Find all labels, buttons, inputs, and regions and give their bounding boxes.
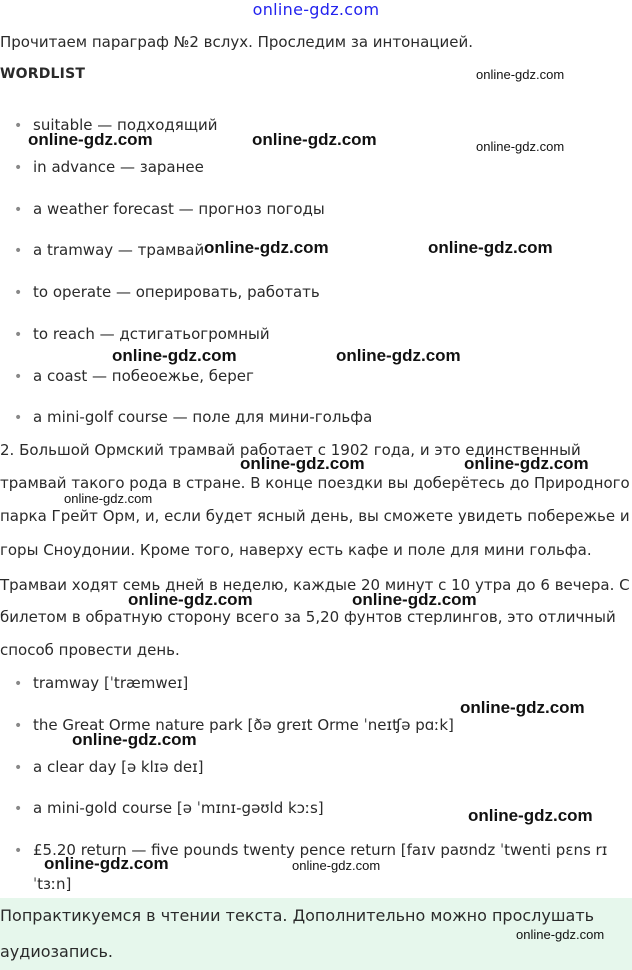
bullet-icon: • bbox=[14, 760, 23, 776]
paragraph-line: билетом в обратную сторону всего за 5,20 фунтов стерлингов, это отличный bbox=[0, 608, 616, 626]
watermark: online-gdz.com bbox=[240, 454, 365, 473]
transcription-text: a clear day [ə klɪə deɪ] bbox=[33, 758, 204, 776]
transcription-continuation: ˈtɜːn] bbox=[33, 875, 72, 893]
watermark: online-gdz.com bbox=[460, 698, 585, 717]
watermark: online-gdz.com bbox=[44, 854, 169, 873]
footer-note-line: аудиозапись. bbox=[0, 942, 114, 961]
wordlist-item-text: a coast — побеоежье, берег bbox=[33, 367, 254, 385]
wordlist-item bbox=[14, 367, 254, 385]
transcription-item bbox=[14, 674, 188, 692]
transcription-text: tramway [ˈtræmweɪ] bbox=[33, 674, 189, 692]
watermark: online-gdz.com bbox=[428, 238, 553, 257]
watermark: online-gdz.com bbox=[72, 730, 197, 749]
paragraph-line: парка Грейт Орм, и, если будет ясный день, вы сможете увидеть побережье и bbox=[0, 507, 630, 525]
watermark: online-gdz.com bbox=[128, 590, 253, 609]
intro-text: Прочитаем параграф №2 вслух. Проследим за интонацией. bbox=[0, 33, 473, 51]
watermark: online-gdz.com bbox=[516, 927, 605, 942]
bullet-icon: • bbox=[14, 676, 23, 692]
top-watermark: online-gdz.com bbox=[252, 0, 380, 19]
watermark: online-gdz.com bbox=[476, 67, 565, 82]
bullet-icon: • bbox=[14, 243, 23, 259]
bullet-icon: • bbox=[14, 160, 23, 176]
watermark: online-gdz.com bbox=[476, 139, 565, 154]
bullet-icon: • bbox=[14, 801, 23, 817]
wordlist-item-text: in advance — заранее bbox=[33, 158, 204, 176]
footer-note-line: Попрактикуемся в чтении текста. Дополнительно можно прослушать bbox=[0, 906, 595, 925]
transcription-text: the Great Orme nature park [ðə greɪt Orme ˈneɪʧə pɑːk] bbox=[33, 716, 454, 734]
wordlist-item-text: a tramway — трамвай bbox=[33, 241, 205, 259]
wordlist-heading: WORDLIST bbox=[0, 66, 86, 82]
bullet-icon: • bbox=[14, 285, 23, 301]
bullet-icon: • bbox=[14, 327, 23, 343]
wordlist-item bbox=[14, 241, 204, 259]
transcription-text: a mini-gold course [ə ˈmɪnɪ-gəʊld kɔːs] bbox=[33, 799, 324, 817]
paragraph-line: способ провести день. bbox=[0, 641, 180, 659]
bullet-icon: • bbox=[14, 410, 23, 426]
bullet-icon: • bbox=[14, 718, 23, 734]
watermark: online-gdz.com bbox=[64, 491, 153, 506]
wordlist-item-text: to operate — оперировать, работать bbox=[33, 283, 320, 301]
transcription-item bbox=[14, 799, 324, 817]
watermark: online-gdz.com bbox=[468, 806, 593, 825]
transcription-item bbox=[14, 758, 204, 776]
wordlist-item bbox=[14, 408, 372, 426]
transcription-text: £5.20 return — five pounds twenty pence return [faɪv paʊndz ˈtwenti pɛns rɪ bbox=[33, 841, 608, 859]
watermark: online-gdz.com bbox=[352, 590, 477, 609]
wordlist-item-text: to reach — дстигатьогромный bbox=[33, 325, 270, 343]
paragraph-line: горы Сноудонии. Кроме того, наверху есть кафе и поле для мини гольфа. bbox=[0, 541, 592, 559]
bullet-icon: • bbox=[14, 118, 23, 134]
paragraph-line: 2. Большой Ормский трамвай работает с 1902 года, и это единственный bbox=[0, 441, 581, 459]
watermark: online-gdz.com bbox=[28, 130, 153, 149]
wordlist-item bbox=[14, 158, 204, 176]
watermark: online-gdz.com bbox=[112, 346, 237, 365]
wordlist-item bbox=[14, 325, 270, 343]
bullet-icon: • bbox=[14, 843, 23, 859]
watermark: online-gdz.com bbox=[292, 858, 381, 873]
watermark: online-gdz.com bbox=[204, 238, 329, 257]
paragraph-line: трамвай такого рода в стране. В конце поездки вы доберётесь до Природного bbox=[0, 474, 630, 492]
wordlist-item-text: a weather forecast — прогноз погоды bbox=[33, 200, 325, 218]
bullet-icon: • bbox=[14, 202, 23, 218]
bullet-icon: • bbox=[14, 369, 23, 385]
watermark: online-gdz.com bbox=[336, 346, 461, 365]
wordlist-item bbox=[14, 283, 320, 301]
watermark: online-gdz.com bbox=[464, 454, 589, 473]
wordlist-item-text: suitable — подходящий bbox=[33, 116, 218, 134]
wordlist-item bbox=[14, 200, 325, 218]
paragraph-line: Трамваи ходят семь дней в неделю, каждые 20 минут с 10 утра до 6 вечера. С bbox=[0, 576, 630, 594]
watermark: online-gdz.com bbox=[252, 130, 377, 149]
wordlist-item-text: a mini-golf course — поле для мини-гольфа bbox=[33, 408, 373, 426]
